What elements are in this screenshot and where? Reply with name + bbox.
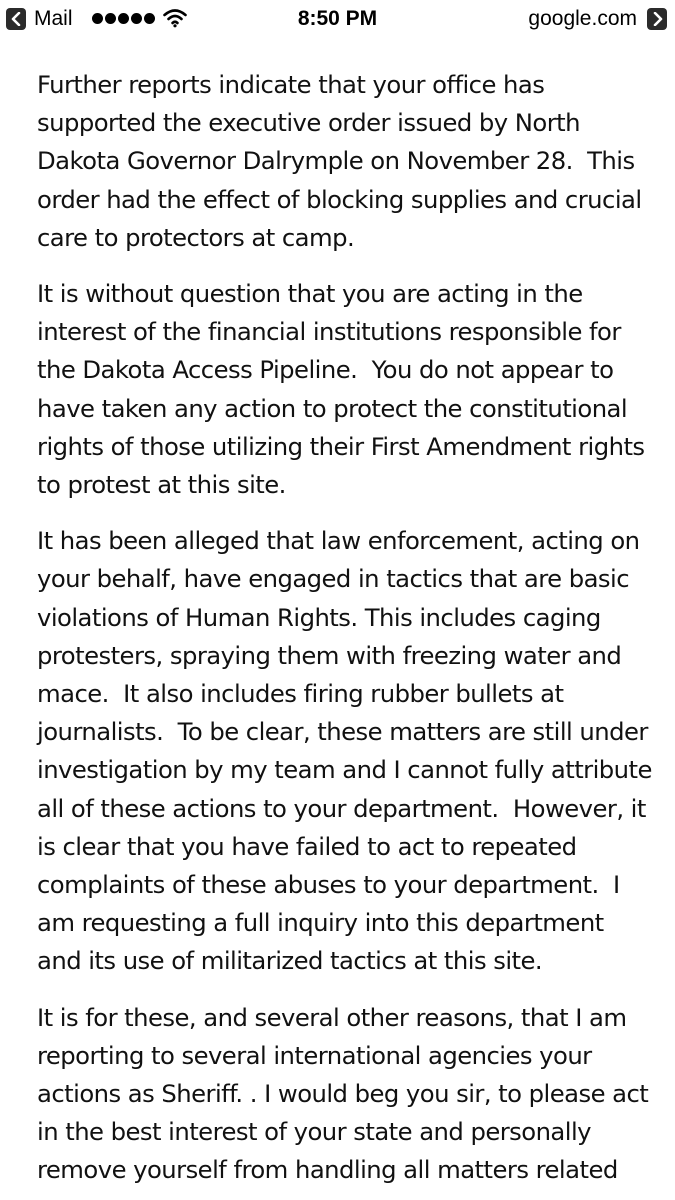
- paragraph: It is for these, and several other reasons, that I am reporting to several international agencies your actions as Sheriff. . I would beg you sir, to please act in the best interest of your state and personally remove yourself from handling all matters related: [37, 1002, 656, 1185]
- chevron-right-icon[interactable]: [647, 8, 667, 30]
- url-label: google.com: [528, 7, 637, 30]
- letter-body: [37, 66, 660, 1200]
- clock-time: 8:50 PM: [297, 7, 378, 30]
- paragraph: It is without question that you are acting in the interest of the financial institutions responsible for the Dakota Access Pipeline. You do not appear to have taken any action to protect the constitutional rights of those utilizing their First Amendment rights to protest at this site.: [37, 279, 652, 500]
- paragraph: Further reports indicate that your office has supported the executive order issued by North Dakota Governor Dalrymple on November 28. This order had the effect of blocking supplies and crucial care to protectors at camp.: [37, 70, 649, 252]
- status-bar: [0, 0, 675, 38]
- paragraph: It has been alleged that law enforcement, acting on your behalf, have engaged in tactics that are basic violations of Human Rights. This includes caging protesters, spraying them with freezing water and mace. It also includes firing rubber bullets at journalists. To be clear, these matters are still under investigation by my team and I cannot fully attribute all of these actions to your department. However, it is clear that you have failed to act to repeated complaints of these abuses to your department. I am requesting a full inquiry into this department and its use of militarized tactics at this site.: [37, 526, 660, 976]
- back-to-app-link[interactable]: Mail: [34, 7, 73, 30]
